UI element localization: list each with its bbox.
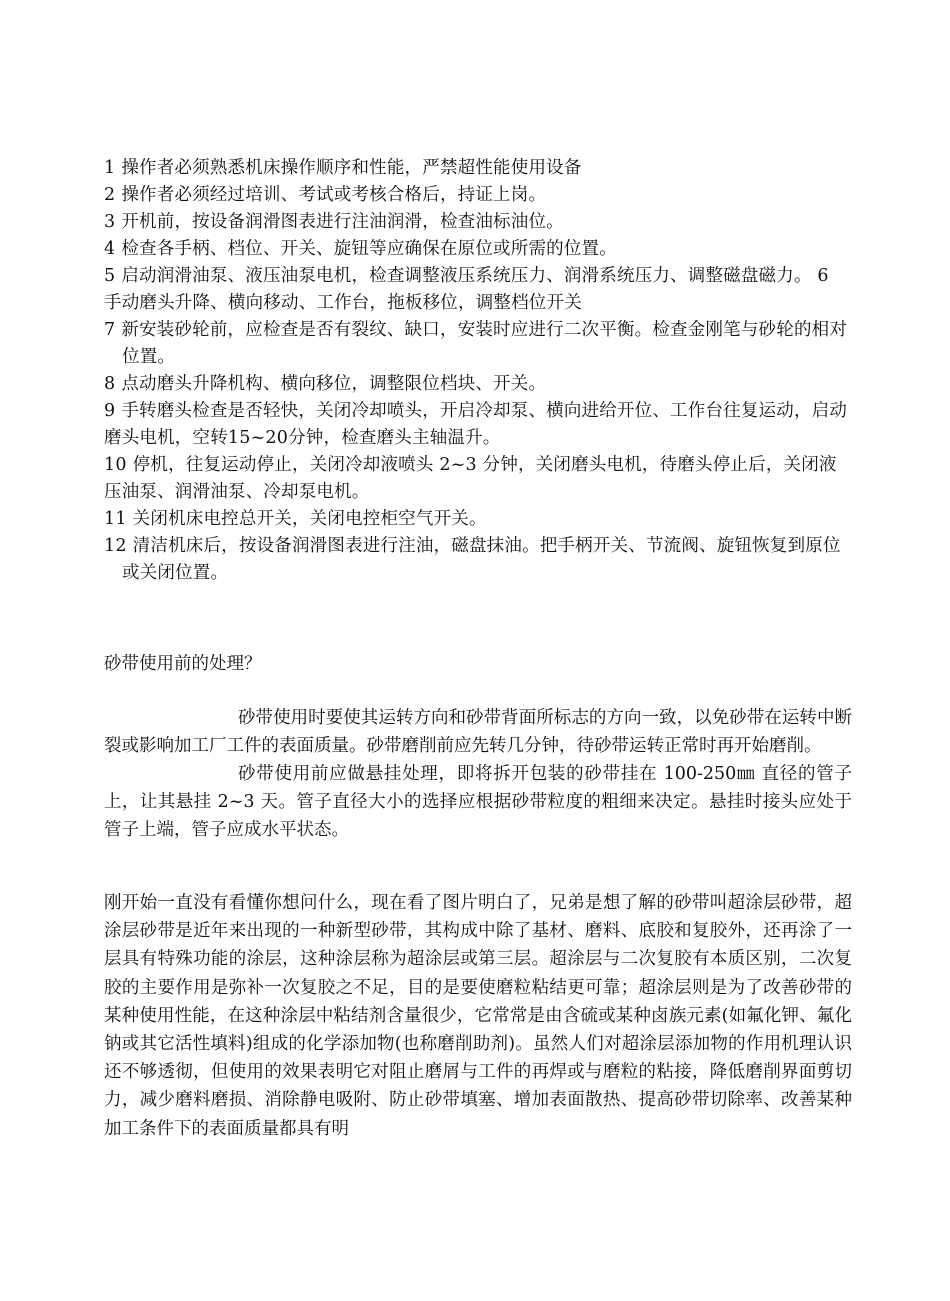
step-text: 关闭机床电控总开关，关闭电控柜空气开关。	[132, 509, 487, 529]
operating-procedure-list	[104, 155, 852, 587]
section-question-heading: 砂带使用前的处理？	[104, 654, 262, 674]
step-text: 新安装砂轮前，应检查是否有裂纹、缺口，安装时应进行二次平衡。检查金刚笔与砂轮的相对位置。	[121, 320, 848, 367]
step-number: 9	[104, 401, 116, 421]
step-number: 3	[104, 212, 116, 232]
step-number: 5	[104, 266, 116, 286]
procedure-step	[104, 155, 852, 182]
procedure-step	[104, 533, 852, 587]
step-text: 清洁机床后，按设备润滑图表进行注油，磁盘抹油。把手柄开关、节流阀、旋钮恢复到原位或关闭位置。	[122, 536, 841, 583]
step-number: 12	[104, 536, 127, 556]
step-number: 7	[104, 320, 116, 340]
procedure-step	[104, 182, 852, 209]
treatment-paragraph: 砂带使用时要使其运转方向和砂带背面所标志的方向一致，以免砂带在运转中断裂或影响加工厂工件的表面质量。砂带磨削前应先转几分钟，待砂带运转正常时再开始磨削。	[104, 708, 852, 756]
answer-paragraph: 刚开始一直没有看懂你想问什么，现在看了图片明白了，兄弟是想了解的砂带叫超涂层砂带，超涂层砂带是近年来出现的一种新型砂带，其构成中除了基材、磨料、底胶和复胶外，还再涂了一层具有特殊功能的涂层，这种涂层称为超涂层或第三层。超涂层与二次复胶有本质区别，二次复胶的主要作用是弥补一次复胶之不足，目的是要使磨粒粘结更可靠；超涂层则是为了改善砂带的某种使用性能，在这种涂层中粘结剂含量很少，它常常是由含硫或某种卤族元素(如氟化钾、氟化钠或其它活性填料)组成的化学添加物(也称磨削助剂)。虽然人们对超涂层添加物的作用机理认识还不够透彻，但使用的效果表明它对阻止磨屑与工件的再焊或与磨粒的粘接，降低磨削界面剪切力，减少磨料磨损、消除静电吸附、防止砂带填塞、增加表面散热、提高砂带切除率、改善某种加工条件下的表面质量都具有明	[104, 893, 852, 1139]
treatment-paragraph: 砂带使用前应做悬挂处理，即将拆开包装的砂带挂在 100-250㎜ 直径的管子上，让其悬挂 2~3 天。管子直径大小的选择应根据砂带粒度的粗细来决定。悬挂时接头应处于管子上端，管子应成水平状态。	[104, 764, 852, 840]
step-text: 启动润滑油泵、液压油泵电机，检查调整液压系统压力、润滑系统压力、调整磁盘磁力。 6 手动磨头升降、横向移动、工作台，拖板移位，调整档位开关	[104, 266, 829, 313]
procedure-step	[104, 452, 852, 506]
step-text: 检查各手柄、档位、开关、旋钮等应确保在原位或所需的位置。	[121, 239, 617, 259]
procedure-step	[104, 398, 852, 452]
step-number: 2	[104, 185, 116, 205]
procedure-step	[104, 263, 852, 317]
procedure-step	[104, 236, 852, 263]
step-number: 1	[104, 158, 116, 178]
procedure-step	[104, 209, 852, 236]
procedure-step	[104, 506, 852, 533]
step-number: 8	[104, 374, 116, 394]
step-text: 操作者必须熟悉机床操作顺序和性能，严禁超性能使用设备	[121, 158, 582, 178]
step-text: 手转磨头检查是否轻快，关闭冷却喷头，开启冷却泵、横向进给开位、工作台往复运动，启动磨头电机，空转15~20分钟，检查磨头主轴温升。	[104, 401, 848, 448]
step-text: 停机，往复运动停止，关闭冷却液喷头 2~3 分钟，关闭磨头电机，待磨头停止后，关闭液压油泵、润滑油泵、冷却泵电机。	[104, 455, 837, 502]
step-number: 10	[104, 455, 127, 475]
procedure-step	[104, 371, 852, 398]
belt-treatment-section	[104, 704, 852, 844]
step-number: 4	[104, 239, 116, 259]
step-text: 点动磨头升降机构、横向移位，调整限位档块、开关。	[121, 374, 547, 394]
procedure-step	[104, 317, 852, 371]
step-number: 11	[104, 509, 127, 529]
step-text: 开机前，按设备润滑图表进行注油润滑，检查油标油位。	[121, 212, 564, 232]
step-text: 操作者必须经过培训、考试或考核合格后，持证上岗。	[121, 185, 547, 205]
